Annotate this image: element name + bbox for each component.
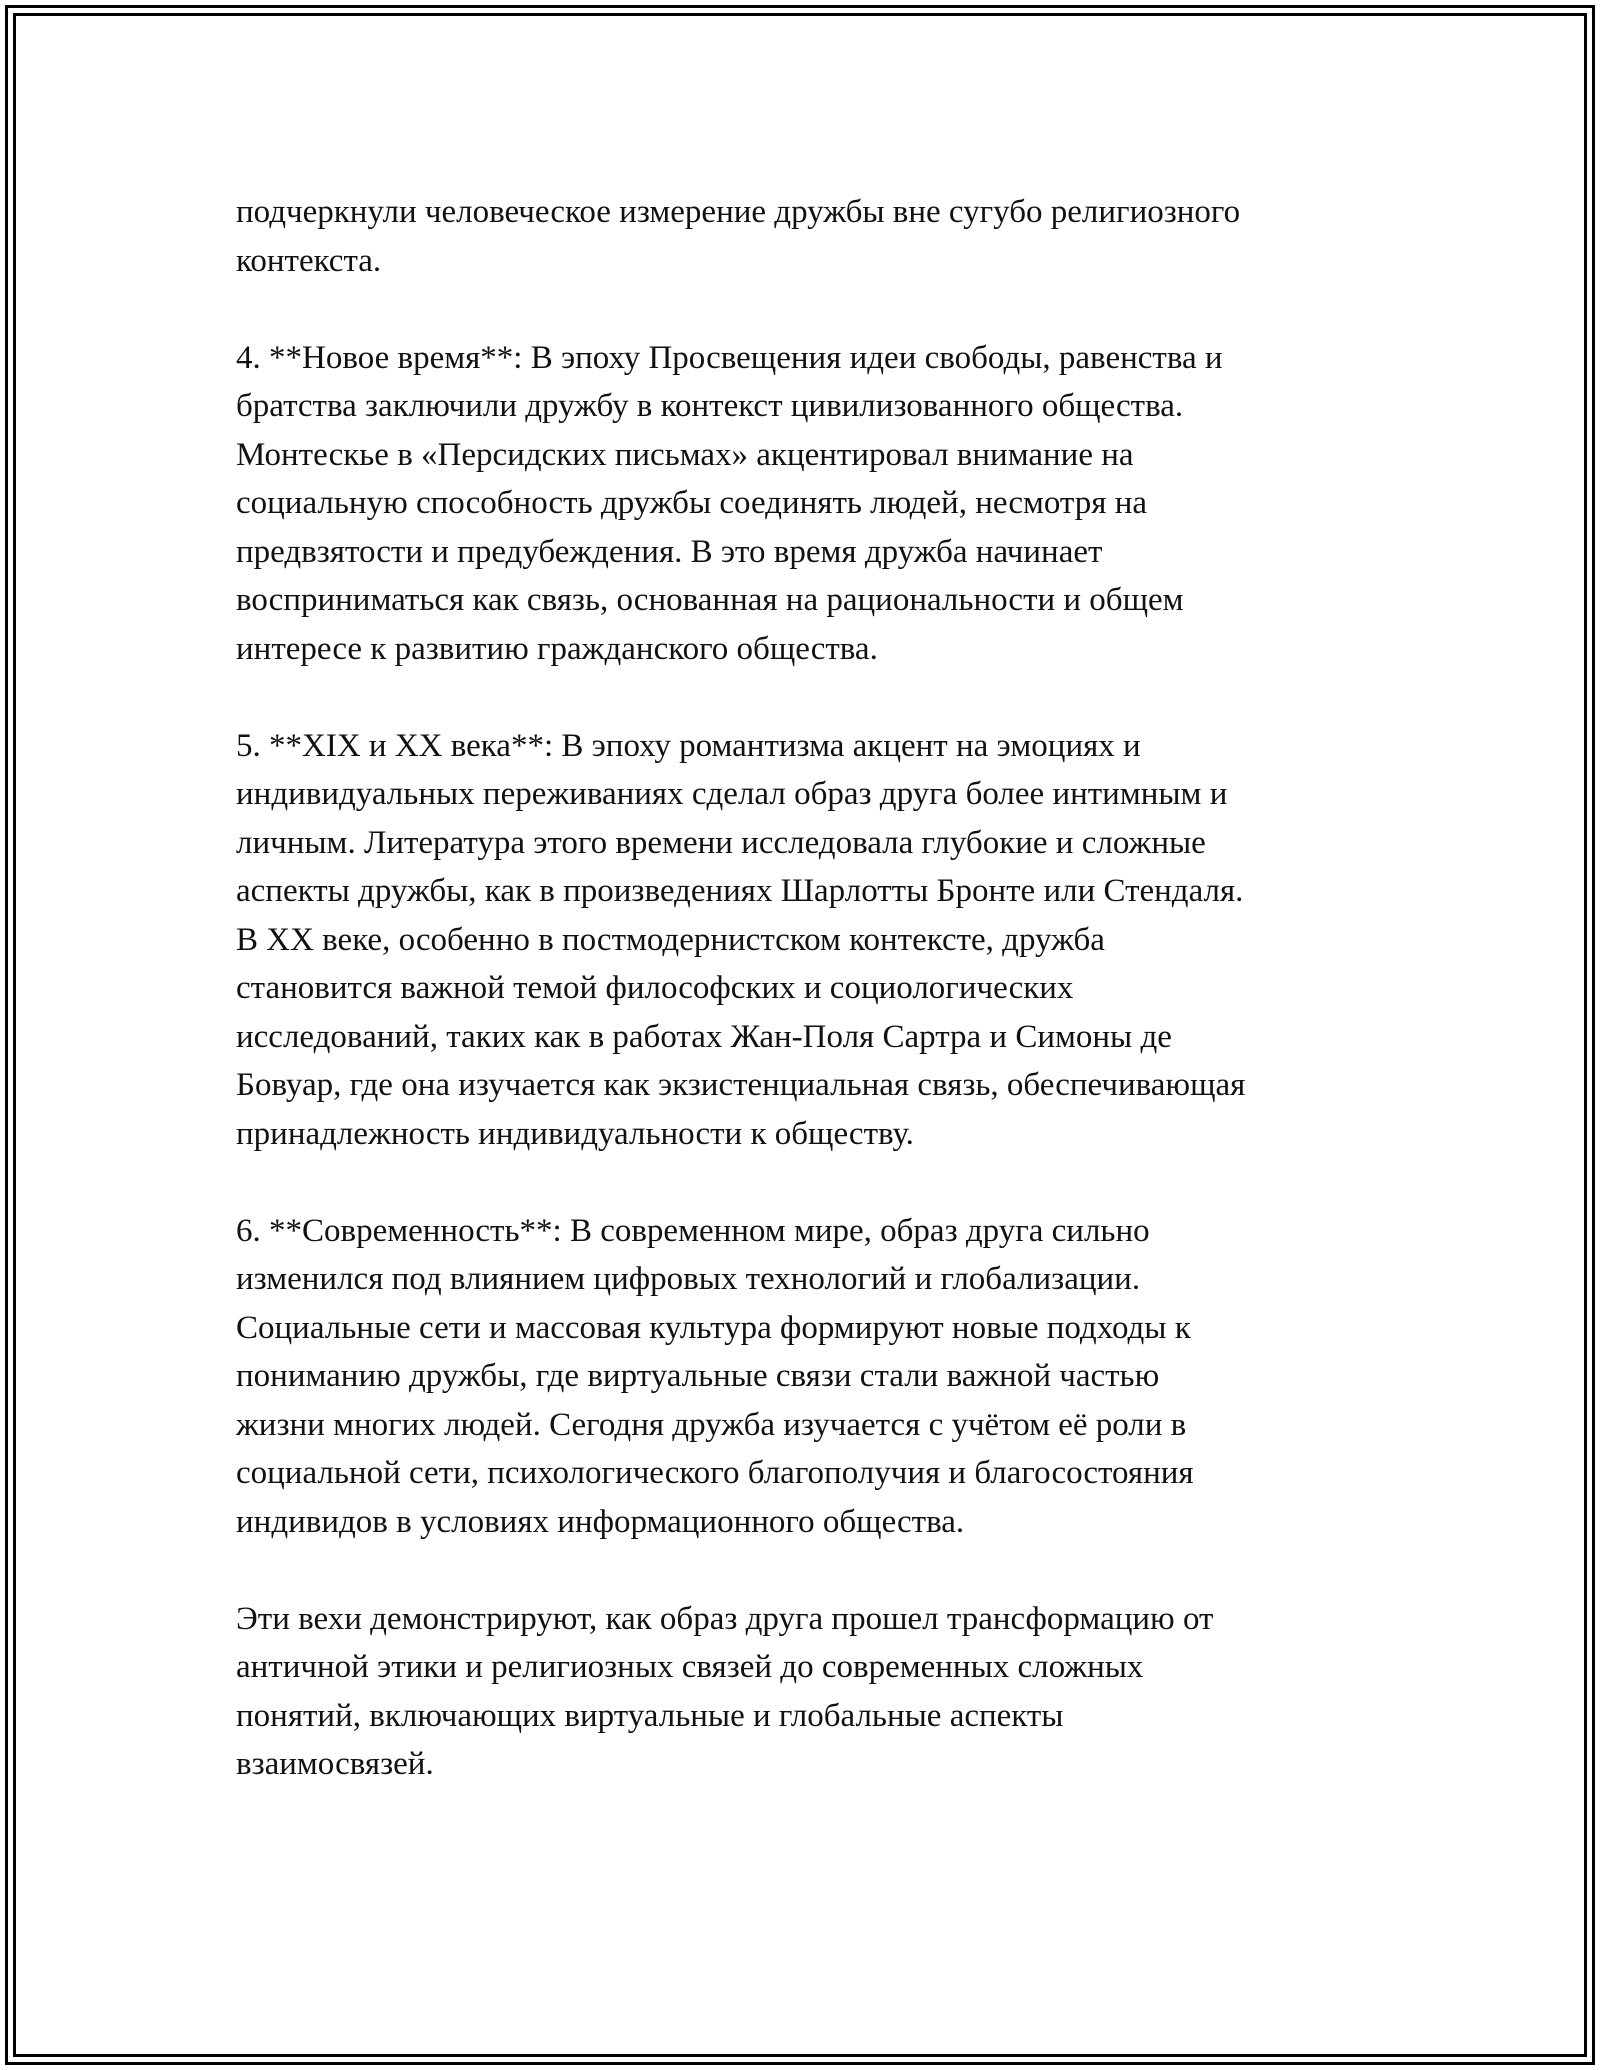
- text-line: жизни многих людей. Сегодня дружба изучается с учётом её роли в: [236, 1406, 1187, 1443]
- text-line: индивидов в условиях информационного общества.: [236, 1503, 965, 1540]
- text-line: социальной сети, психологического благополучия и благосостояния: [236, 1455, 1194, 1491]
- text-line: В XX веке, особенно в постмодернистском контексте, дружба: [236, 921, 1105, 958]
- text-line: Эти вехи демонстрируют, как образ друга прошел трансформацию от: [236, 1600, 1214, 1637]
- text-line: Социальные сети и массовая культура формируют новые подходы к: [236, 1309, 1191, 1346]
- text-line: взаимосвязей.: [236, 1746, 434, 1782]
- text-line: понятий, включающих виртуальные и глобальные аспекты: [236, 1697, 1064, 1734]
- text-line: изменился под влиянием цифровых технологий и глобализации.: [236, 1261, 1141, 1297]
- text-line: принадлежность индивидуальности к обществу.: [236, 1115, 914, 1152]
- text-line: Бовуар, где она изучается как экзистенциальная связь, обеспечивающая: [236, 1067, 1246, 1103]
- text-line: исследований, таких как в работах Жан-Поля Сартра и Симоны де: [236, 1018, 1172, 1055]
- paragraph-item-6: [236, 1207, 1386, 1547]
- paragraph-item-5: [236, 722, 1386, 1159]
- text-line: индивидуальных переживаниях сделал образ друга более интимным и: [236, 776, 1228, 812]
- text-line: Монтескье в «Персидских письмах» акцентировал внимание на: [236, 436, 1134, 473]
- paragraph-conclusion: [236, 1595, 1386, 1789]
- text-line: 6. **Современность**: В современном мире, образ друга сильно: [236, 1212, 1150, 1249]
- text-line: аспекты дружбы, как в произведениях Шарлотты Бронте или Стендаля.: [236, 873, 1244, 909]
- text-line: подчеркнули человеческое измерение дружбы вне сугубо религиозного: [236, 194, 1241, 230]
- text-line: 5. **XIX и XX века**: В эпоху романтизма акцент на эмоциях и: [236, 727, 1141, 764]
- text-line: предвзятости и предубеждения. В это время дружба начинает: [236, 533, 1103, 570]
- text-line: братства заключили дружбу в контекст цивилизованного общества.: [236, 388, 1184, 424]
- text-line: 4. **Новое время**: В эпоху Просвещения идеи свободы, равенства и: [236, 339, 1223, 376]
- text-line: личным. Литература этого времени исследовала глубокие и сложные: [236, 824, 1206, 861]
- paragraph-item-4: [236, 334, 1386, 674]
- text-line: становится важной темой философских и социологических: [236, 970, 1074, 1006]
- text-line: интересе к развитию гражданского общества.: [236, 630, 878, 667]
- text-line: пониманию дружбы, где виртуальные связи стали важной частью: [236, 1358, 1160, 1394]
- paragraph-intro-continuation: [236, 188, 1386, 285]
- document-body: [236, 188, 1386, 1837]
- text-line: социальную способность дружбы соединять людей, несмотря на: [236, 485, 1147, 521]
- text-line: контекста.: [236, 242, 382, 279]
- text-line: восприниматься как связь, основанная на рациональности и общем: [236, 582, 1184, 618]
- text-line: античной этики и религиозных связей до современных сложных: [236, 1649, 1144, 1685]
